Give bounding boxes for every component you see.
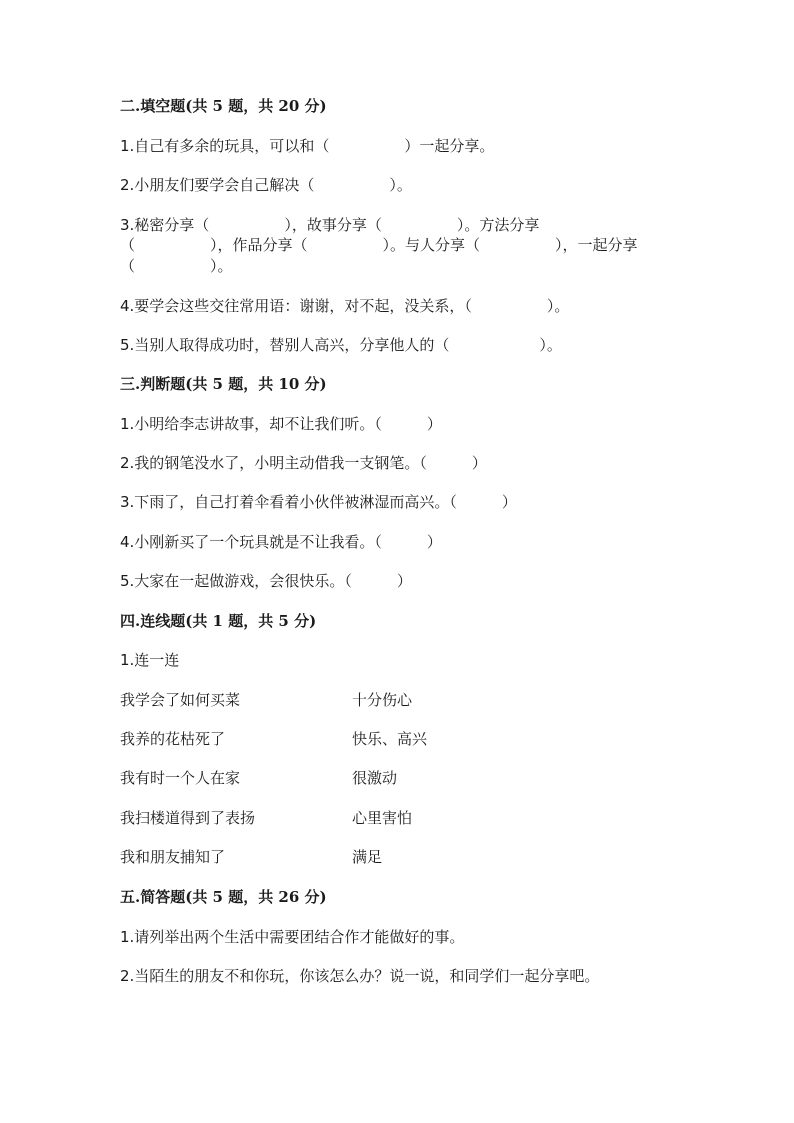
matching-right-item: 快乐、高兴 — [352, 730, 428, 748]
matching-right-item: 满足 — [352, 848, 383, 866]
section-heading-true-false: 三.判断题(共 5 题，共 10 分) — [120, 375, 327, 393]
section-heading-fill-in: 二.填空题(共 5 题，共 20 分) — [120, 97, 327, 115]
judge-question-5: 5.大家在一起做游戏，会很快乐。（ ） — [120, 572, 412, 590]
matching-left-item: 我和朋友捕知了 — [120, 848, 226, 866]
short-answer-question-2: 2.当陌生的朋友不和你玩，你该怎么办？说一说，和同学们一起分享吧。 — [120, 967, 600, 985]
matching-right-item: 心里害怕 — [352, 809, 413, 827]
section-heading-short-answer: 五.简答题(共 5 题，共 26 分) — [120, 888, 327, 906]
matching-left-item: 我扫楼道得到了表扬 — [120, 809, 256, 827]
short-answer-question-1: 1.请列举出两个生活中需要团结合作才能做好的事。 — [120, 928, 465, 946]
fill-question-3-line-3: （ ）。 — [120, 257, 233, 275]
fill-question-3-line-1: 3.秘密分享（ ），故事分享（ ）。方法分享 — [120, 216, 540, 234]
matching-question-1: 1.连一连 — [120, 651, 180, 669]
fill-question-2: 2.小朋友们要学会自己解决（ ）。 — [120, 176, 412, 194]
section-heading-matching: 四.连线题(共 1 题，共 5 分) — [120, 612, 317, 630]
matching-left-item: 我学会了如何买菜 — [120, 691, 241, 709]
judge-question-2: 2.我的钢笔没水了，小明主动借我一支钢笔。（ ） — [120, 454, 487, 472]
judge-question-1: 1.小明给李志讲故事，却不让我们听。（ ） — [120, 415, 442, 433]
matching-right-item: 很激动 — [352, 769, 398, 787]
judge-question-3: 3.下雨了，自己打着伞看着小伙伴被淋湿而高兴。（ ） — [120, 493, 517, 511]
matching-left-item: 我有时一个人在家 — [120, 769, 241, 787]
fill-question-4: 4.要学会这些交往常用语：谢谢，对不起，没关系，（ ）。 — [120, 297, 570, 315]
fill-question-5: 5.当别人取得成功时，替别人高兴，分享他人的（ ）。 — [120, 336, 562, 354]
matching-right-item: 十分伤心 — [352, 691, 413, 709]
matching-left-item: 我养的花枯死了 — [120, 730, 226, 748]
judge-question-4: 4.小刚新买了一个玩具就是不让我看。（ ） — [120, 533, 442, 551]
fill-question-1: 1.自己有多余的玩具，可以和（ ）一起分享。 — [120, 137, 495, 155]
fill-question-3-line-2: （ ），作品分享（ ）。与人分享（ ），一起分享 — [120, 236, 638, 254]
